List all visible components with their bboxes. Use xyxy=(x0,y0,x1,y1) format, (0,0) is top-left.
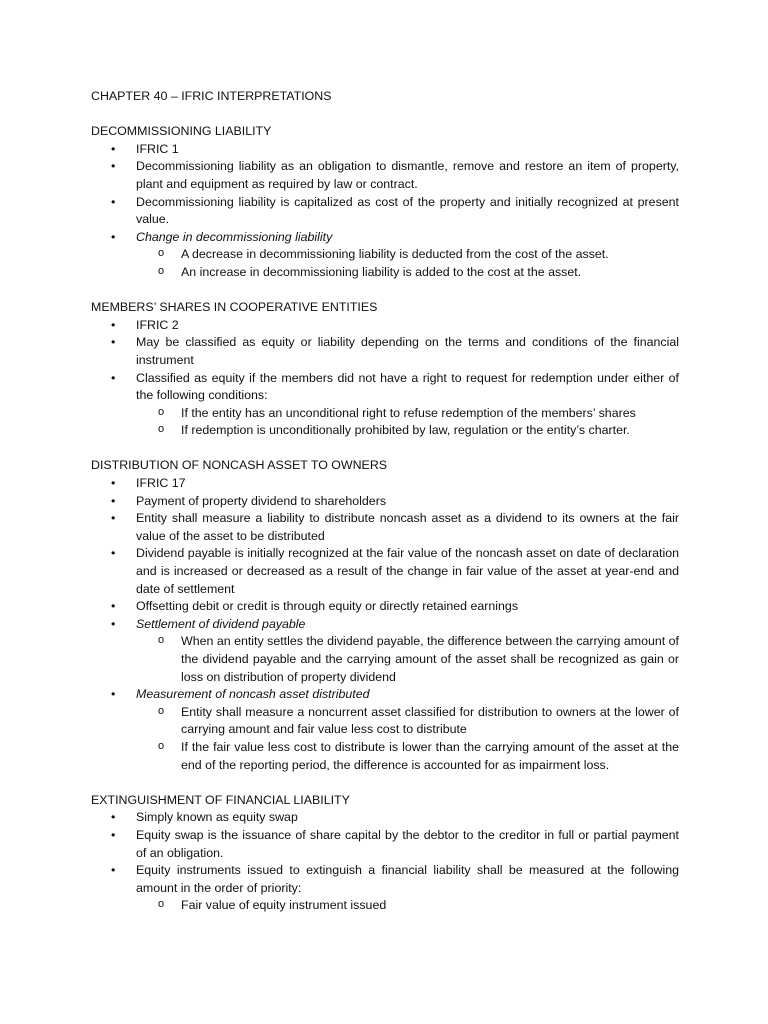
list-item xyxy=(91,334,679,369)
document-page xyxy=(91,88,679,915)
list-item-text: Equity instruments issued to extinguish a financial liability shall be measured at the following amount in the order of priority: xyxy=(136,863,679,895)
list-item-text: Classified as equity if the members did not have a right to request for redemption under either of the following conditions: xyxy=(136,370,679,403)
list-item-text: Simply known as equity swap xyxy=(136,810,298,825)
sub-list-item: o Fair value of equity instrument issued xyxy=(91,897,679,915)
list-item xyxy=(91,545,679,598)
list-item xyxy=(91,141,679,159)
list-item xyxy=(91,475,679,493)
list-item-text: Decommissioning liability as an obligation to dismantle, remove and restore an item of property, plant and equipment as required by law or contract. xyxy=(136,159,679,191)
sub-list-item: o Entity shall measure a noncurrent asset classified for distribution to owners at the lower of carrying amount and fair value less cost to distribute xyxy=(91,704,679,739)
section-heading: MEMBERS’ SHARES IN COOPERATIVE ENTITIES xyxy=(91,300,378,315)
list-item xyxy=(91,686,679,704)
list-item xyxy=(91,317,679,335)
subheading-text: Measurement of noncash asset distributed xyxy=(136,687,370,702)
list-item-text: IFRIC 1 xyxy=(136,141,179,156)
subheading-text: Settlement of dividend payable xyxy=(136,616,306,631)
sub-list-item: o If redemption is unconditionally prohibited by law, regulation or the entity’s charter. xyxy=(91,422,679,440)
list-item-text: May be classified as equity or liability depending on the terms and conditions of the financial instrument xyxy=(136,335,679,367)
sub-list-item: o An increase in decommissioning liability is added to the cost at the asset. xyxy=(91,264,679,282)
list-item xyxy=(91,493,679,511)
document-body xyxy=(91,123,679,915)
sub-list-item: o If the entity has an unconditional right to refuse redemption of the members’ shares xyxy=(91,405,679,423)
list-item xyxy=(91,158,679,193)
chapter-title: CHAPTER 40 – IFRIC INTERPRETATIONS xyxy=(91,89,332,103)
bullet-list xyxy=(91,317,679,440)
list-item xyxy=(91,862,679,897)
list-item xyxy=(91,616,679,634)
list-item-text: Decommissioning liability is capitalized as cost of the property and initially recognized at present value. xyxy=(136,194,679,227)
section-spacer xyxy=(91,440,679,458)
subheading-text: Change in decommissioning liability xyxy=(136,229,333,244)
list-item xyxy=(91,827,679,862)
list-item xyxy=(91,598,679,616)
sub-list-item: o A decrease in decommissioning liability is deducted from the cost of the asset. xyxy=(91,246,679,264)
list-item-text: IFRIC 2 xyxy=(136,317,179,332)
list-item-text: Dividend payable is initially recognized at the fair value of the noncash asset on date of declaration and is increased or decreased as a result of the change in fair value of the asset at year-end and date of settlement xyxy=(136,546,679,596)
list-item xyxy=(91,229,679,247)
section-heading: DECOMMISSIONING LIABILITY xyxy=(91,124,272,139)
list-item xyxy=(91,194,679,229)
list-item-text: Payment of property dividend to shareholders xyxy=(136,493,387,508)
list-item xyxy=(91,370,679,405)
section-heading: DISTRIBUTION OF NONCASH ASSET TO OWNERS xyxy=(91,458,388,473)
list-item-text: Offsetting debit or credit is through equity or directly retained earnings xyxy=(136,599,519,614)
bullet-list xyxy=(91,809,679,915)
list-item xyxy=(91,809,679,827)
list-item-text: Entity shall measure a liability to distribute noncash asset as a dividend to its owners at the fair value of the asset to be distributed xyxy=(136,511,679,543)
section-spacer xyxy=(91,282,679,300)
list-item-text: IFRIC 17 xyxy=(136,476,186,491)
list-item xyxy=(91,510,679,545)
section-heading: EXTINGUISHMENT OF FINANCIAL LIABILITY xyxy=(91,792,350,807)
bullet-list xyxy=(91,141,679,282)
sub-list-item: o When an entity settles the dividend payable, the difference between the carrying amount of the dividend payable and the carrying amount of the asset shall be recognized as gain or loss on distribution of property dividend xyxy=(91,633,679,686)
list-item-text: Equity swap is the issuance of share capital by the debtor to the creditor in full or partial payment of an obligation. xyxy=(136,827,679,860)
sub-list-item: o If the fair value less cost to distribute is lower than the carrying amount of the asset at the end of the reporting period, the difference is accounted for as impairment loss. xyxy=(91,739,679,774)
bullet-list xyxy=(91,475,679,774)
section-spacer xyxy=(91,774,679,792)
